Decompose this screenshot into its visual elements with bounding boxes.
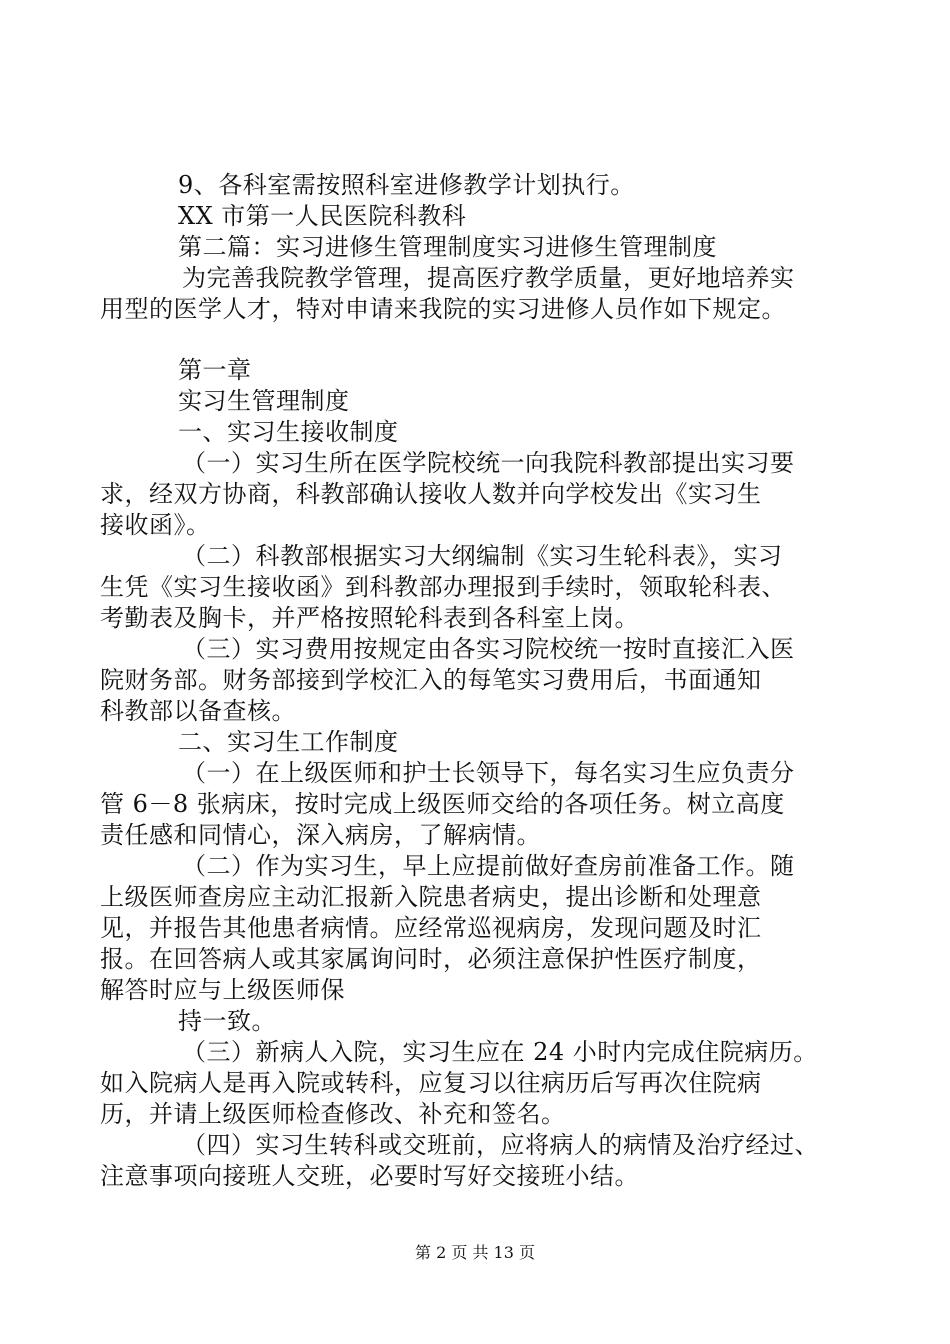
paragraph-line: （二）作为实习生，早上应提前做好查房前准备工作。随 [182,852,795,880]
text-line: XX 市第一人民医院科教科 [178,202,467,230]
paragraph-line: 管 6－8 张病床，按时完成上级医师交给的各项任务。树立高度 [100,790,785,818]
paragraph-line: 历，并请上级医师检查修改、补充和签名。 [100,1100,566,1128]
paragraph-line: （三）新病人入院，实习生应在 24 小时内完成住院病历。 [182,1038,818,1066]
paragraph-line: 见，并报告其他患者病情。应经常巡视病房，发现问题及时汇 [100,914,762,942]
paragraph-line: （一）实习生所在医学院校统一向我院科教部提出实习要 [182,449,795,477]
paragraph-line: 上级医师查房应主动汇报新入院患者病史，提出诊断和处理意 [100,883,762,911]
paragraph-line: （一）在上级医师和护士长领导下，每名实习生应负责分 [182,759,795,787]
paragraph-line: （二）科教部根据实习大纲编制《实习生轮科表》，实习 [182,542,783,570]
paragraph-line: 用型的医学人才，特对申请来我院的实习进修人员作如下规定。 [100,295,786,323]
paragraph-line: （四）实习生转科或交班前，应将病人的病情及治疗经过、 [182,1131,819,1159]
chapter-title: 第一章 [178,356,252,384]
paragraph-gap [100,325,860,355]
text-line: 9、各科室需按照科室进修教学计划执行。 [178,171,635,199]
paragraph-line: 科教部以备查核。 [100,697,296,725]
section-heading: 二、实习生工作制度 [178,728,399,756]
paragraph-line: 考勤表及胸卡，并严格按照轮科表到各科室上岗。 [100,604,639,632]
paragraph-line: 接收函》。 [100,511,211,539]
paragraph-line: 生凭《实习生接收函》到科教部办理报到手续时，领取轮科表、 [100,573,786,601]
section-heading: 第二篇：实习进修生管理制度实习进修生管理制度 [178,233,717,261]
paragraph-line: 注意事项向接班人交班，必要时写好交接班小结。 [100,1162,639,1190]
page-number: 第 2 页 共 13 页 [415,1243,535,1262]
paragraph-line: 报。在回答病人或其家属询问时，必须注意保护性医疗制度， [100,945,762,973]
paragraph-line: 解答时应与上级医师保 [100,976,345,1004]
paragraph-line: 为完善我院教学管理，提高医疗教学质量，更好地培养实 [182,264,795,292]
paragraph-line: 持一致。 [178,1007,276,1035]
paragraph-line: 如入院病人是再入院或转科，应复习以往病历后写再次住院病 [100,1069,762,1097]
paragraph-line: 院财务部。财务部接到学校汇入的每笔实习费用后，书面通知 [100,666,762,694]
paragraph-line: 求，经双方协商，科教部确认接收人数并向学校发出《实习生 [100,480,762,508]
section-heading: 一、实习生接收制度 [178,418,399,446]
paragraph-line: 责任感和同情心，深入病房，了解病情。 [100,821,541,849]
chapter-subtitle: 实习生管理制度 [178,387,350,415]
document-body [100,170,860,1192]
paragraph-line: （三）实习费用按规定由各实习院校统一按时直接汇入医 [182,635,795,663]
